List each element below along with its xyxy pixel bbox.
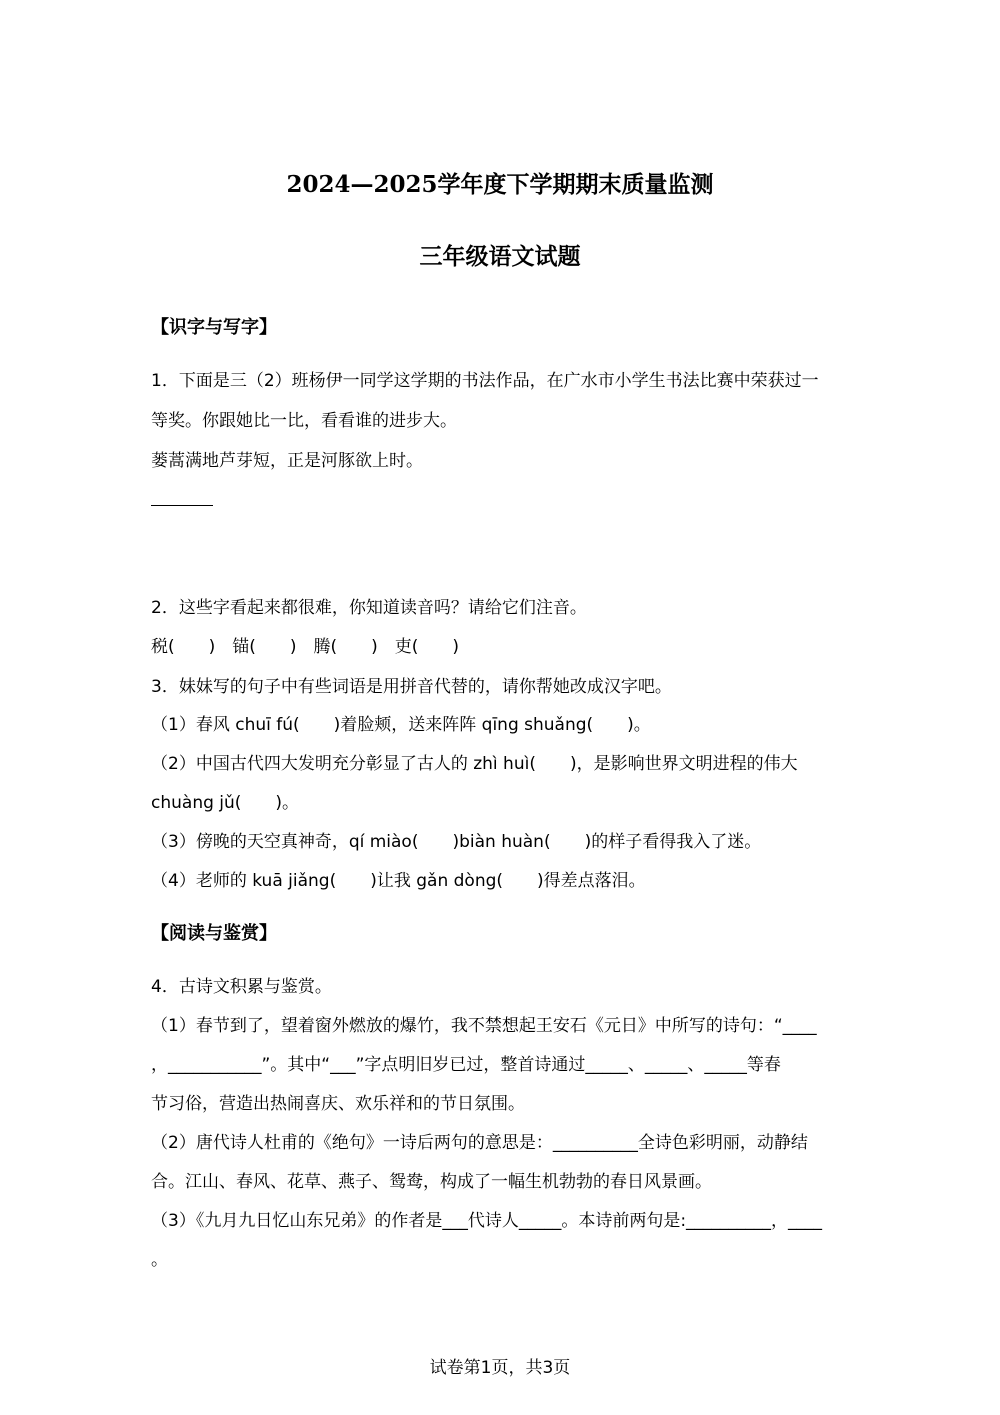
question-4-part-1-cont: ，___________”。其中“___”字点明旧岁已过，整首诗通过_____、_____、_____等春 <box>151 1055 781 1075</box>
question-3-sentence-1: （1）春风 chuī fú( )着脸颊，送来阵阵 qīng shuǎng( )。 <box>151 715 651 735</box>
exam-subtitle: 三年级语文试题 <box>419 243 581 270</box>
question-2-characters: 税( ) 锚( ) 腾( ) 吏( ) <box>151 637 460 657</box>
question-1-poem-line: 蒌蒿满地芦芽短，正是河豚欲上时。 <box>151 451 423 471</box>
question-3-text: 3．妹妹写的句子中有些词语是用拼音代替的，请你帮她改成汉字吧。 <box>151 677 672 697</box>
question-1-text: 1．下面是三（2）班杨伊一同学这学期的书法作品，在广水市小学生书法比赛中荣获过一 <box>151 371 819 391</box>
question-4-part-3: （3）《九月九日忆山东兄弟》的作者是___代诗人_____。本诗前两句是:__________，____ <box>151 1211 823 1231</box>
question-4-part-3-end: 。 <box>151 1250 168 1270</box>
section-heading-reading: 【阅读与鉴赏】 <box>151 923 277 944</box>
question-3-sentence-2: （2）中国古代四大发明充分彰显了古人的 zhì huì( )，是影响世界文明进程的伟大 <box>151 754 798 774</box>
question-3-sentence-4: （4）老师的 kuā jiǎng( )让我 gǎn dòng( )得差点落泪。 <box>151 871 646 891</box>
question-4-part-2: （2）唐代诗人杜甫的《绝句》一诗后两句的意思是：__________全诗色彩明丽，动静结 <box>151 1133 808 1153</box>
question-2-text: 2．这些字看起来都很难，你知道读音吗？请给它们注音。 <box>151 598 587 618</box>
question-4-part-2-cont: 合。江山、春风、花草、燕子、鸳鸯，构成了一幅生机勃勃的春日风景画。 <box>151 1172 712 1192</box>
question-4-part-1-end: 节习俗，营造出热闹喜庆、欢乐祥和的节日氛围。 <box>151 1094 525 1114</box>
question-1-text-cont: 等奖。你跟她比一比，看看谁的进步大。 <box>151 411 457 431</box>
question-4-part-1: （1）春节到了，望着窗外燃放的爆竹，我不禁想起王安石《元日》中所写的诗句：“____ <box>151 1016 817 1036</box>
exam-title: 2024—2025学年度下学期期末质量监测 <box>286 171 714 198</box>
question-3-sentence-2-cont: chuàng jǔ( )。 <box>151 793 300 813</box>
answer-write-line[interactable] <box>151 505 213 506</box>
page-number-footer: 试卷第1页，共3页 <box>429 1358 571 1378</box>
section-heading-literacy: 【识字与写字】 <box>151 317 277 338</box>
question-3-sentence-3: （3）傍晚的天空真神奇，qí miào( )biàn huàn( )的样子看得我入了迷。 <box>151 832 762 852</box>
question-4-text: 4．古诗文积累与鉴赏。 <box>151 977 332 997</box>
